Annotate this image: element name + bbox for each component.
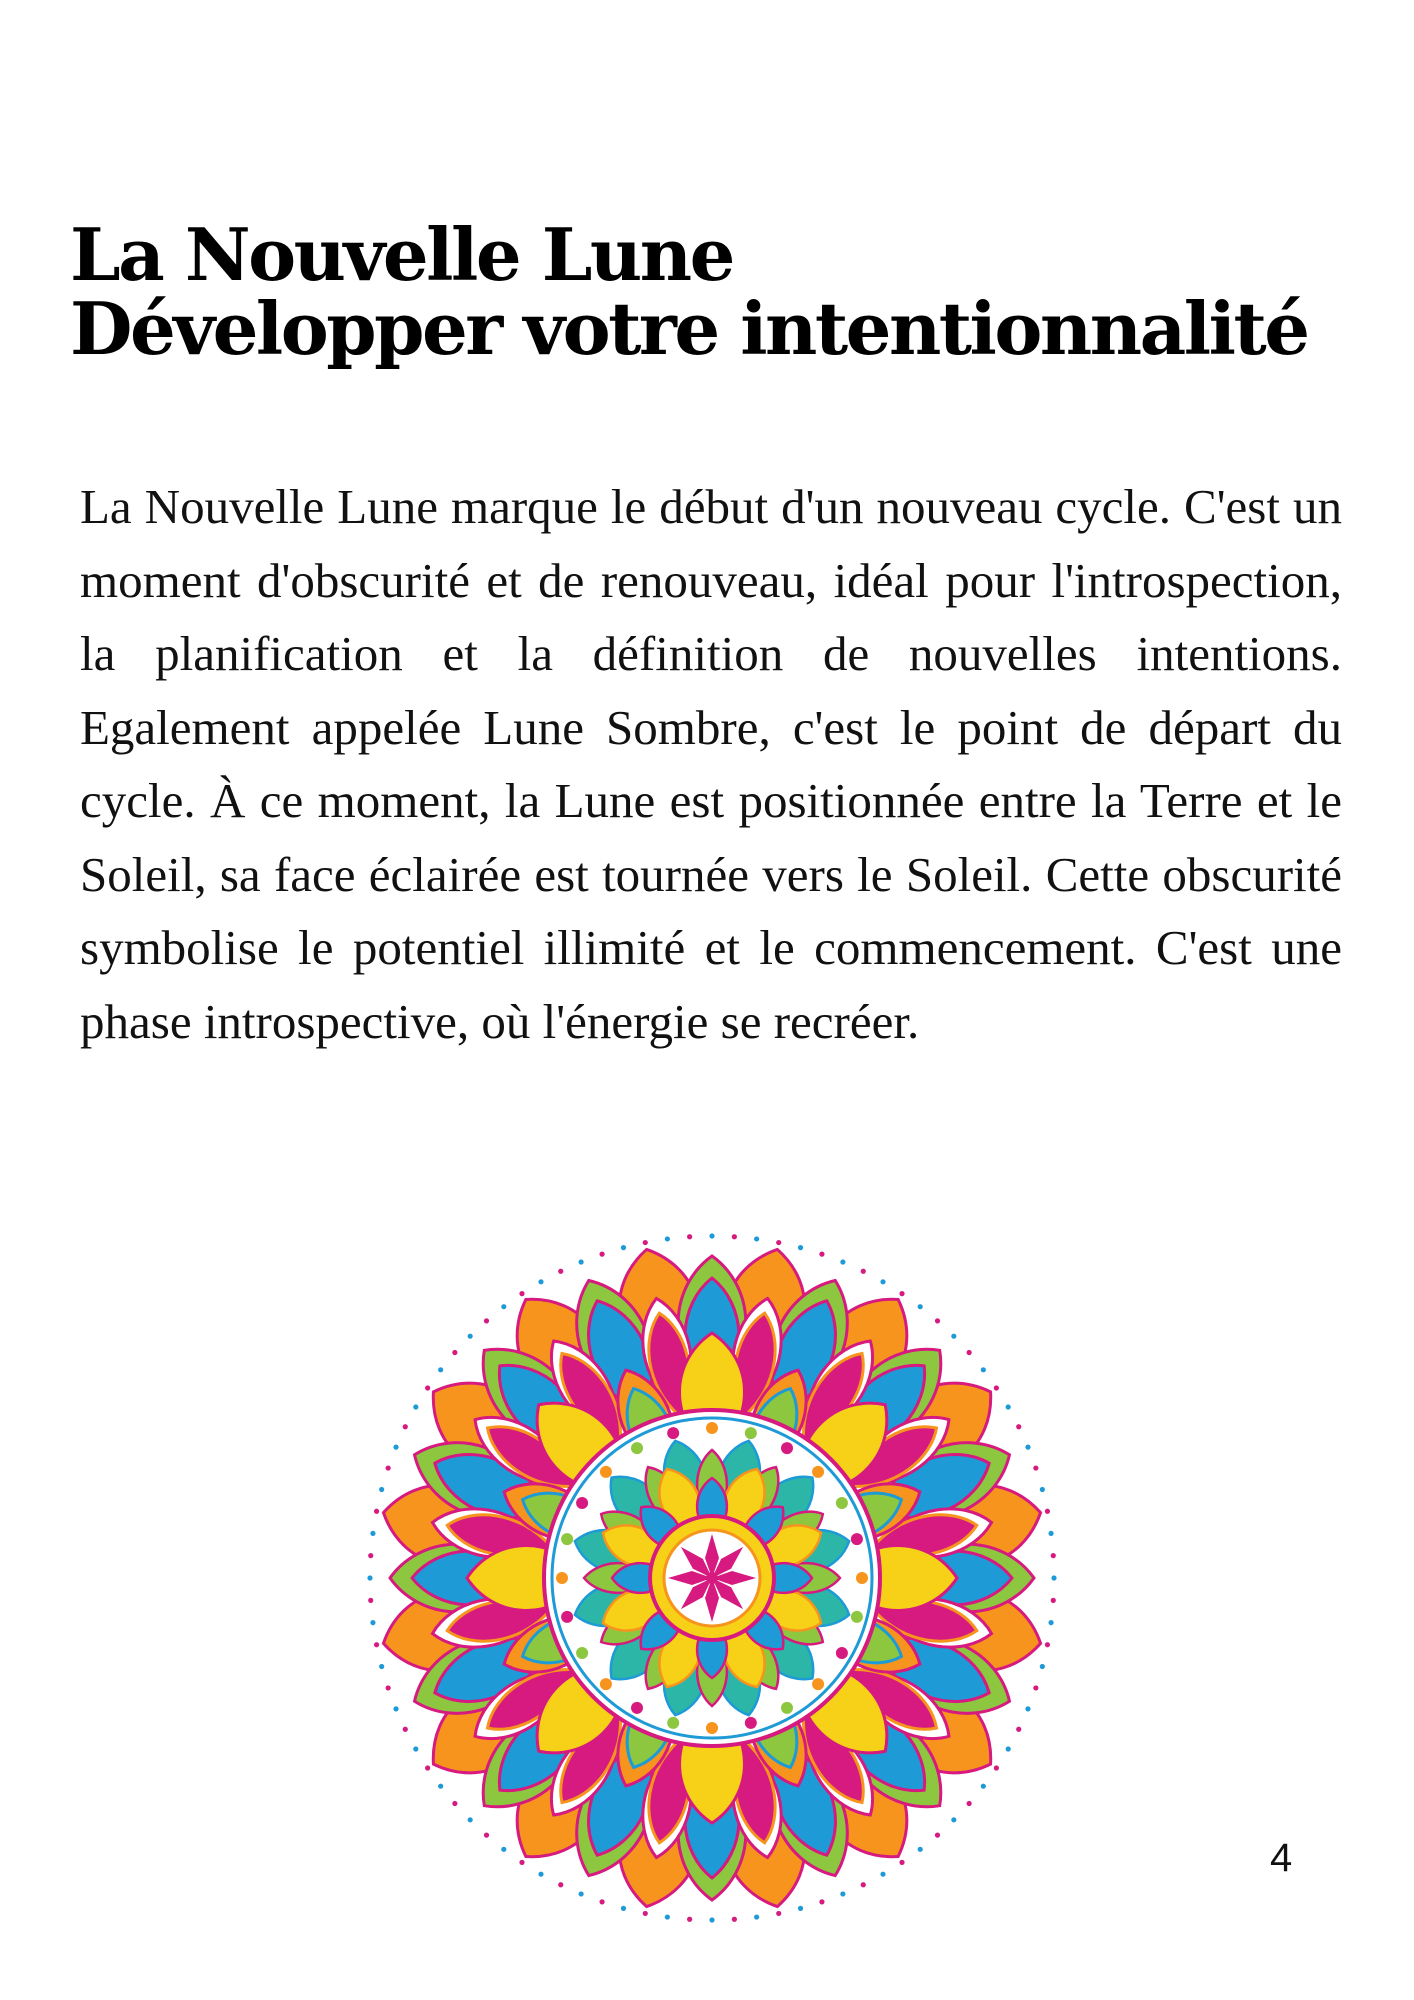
page-title [70,212,1350,371]
body-paragraph: La Nouvelle Lune marque le début d'un nouveau cycle. C'est un moment d'obscurité et de renouveau, idéal pour l'introspection, la planification et la définition de nouvelles intentions. Egalement appelée Lune Sombre, c'est le point de départ du cycle. À ce moment, la Lune est positionnée entre la Terre et le Soleil, sa face éclairée est tournée vers le Soleil. Cette obscurité symbolise le potentiel illimité et le commencement. C'est une phase introspective, où l'énergie se recréer. [80,479,1342,1049]
title-line-1: La Nouvelle Lune [70,212,733,297]
title-line-2: Développer votre intentionnalité [70,286,1308,371]
mandala-illustration [362,1228,1062,1928]
page-number: 4 [1270,1836,1293,1880]
